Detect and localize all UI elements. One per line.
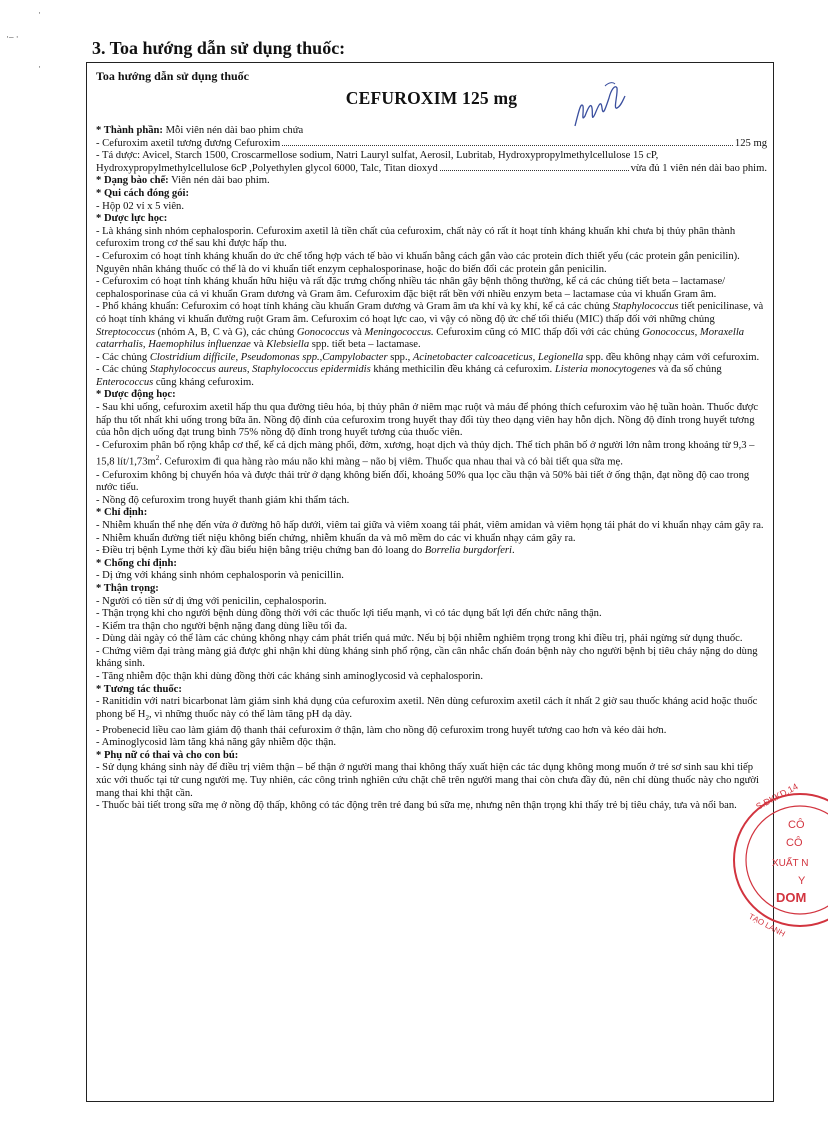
- svg-text:S.ĐKKD.14: S.ĐKKD.14: [754, 781, 800, 812]
- dosage-form-text: Viên nén dài bao phim.: [168, 175, 270, 187]
- pharmacokinetics-paragraph: - Nồng độ cefuroxim trong huyết thanh giảm khi thẩm tách.: [96, 494, 350, 506]
- pharmacodynamics-paragraph: - Cefuroxim có hoạt tính kháng khuẩn do ức chế tổng hợp vách tế bào vi khuẩn bằng cách gắn vào các protein đích thiết yếu (các protein gắn penicilin). Nguyên nhân kháng thuốc có thể là do vi khuẩn tiết enzym cephalosporinase, hoặc do biến đổi các protein gắn penicilin.: [96, 250, 740, 275]
- interactions-paragraph: - Probenecid liều cao làm giảm độ thanh thải cefuroxim ở thận, làm cho nồng độ cefuroxim trong huyết tương cao hơn và kéo dài hơn.: [96, 724, 667, 736]
- active-ingredient-line: - Cefuroxim axetil tương đương Cefuroxim 125 mg: [96, 137, 767, 149]
- signature-image: [571, 80, 627, 132]
- pharmacodynamics-paragraph: - Các chủng Clostridium difficile, Pseudomonas spp.,Campylobacter spp., Acinetobacter calcoaceticus, Legionella spp. đều không nhạy cảm với cefuroxim.: [96, 351, 760, 363]
- precautions-paragraph: - Thận trọng khi cho người bệnh dùng đồng thời với các thuốc lợi tiểu mạnh, vì có tác dụng bất lợi đến chức năng thận.: [96, 608, 602, 620]
- dosage-form-title: * Dạng bào chế:: [96, 175, 169, 187]
- composition-intro: Mỗi viên nén dài bao phim chứa: [162, 125, 304, 136]
- svg-text:Y: Y: [798, 875, 806, 887]
- packaging-text: - Hộp 02 vỉ x 5 viên.: [96, 200, 184, 212]
- precautions-paragraph: - Dùng dài ngày có thể làm các chủng không nhạy cảm phát triển quá mức. Nếu bị bội nhiễm nghiêm trọng trong khi điều trị, phải ngừng sử dụng thuốc.: [96, 633, 743, 645]
- section-heading: 3. Toa hướng dẫn sử dụng thuốc:: [92, 38, 346, 58]
- pharmacodynamics-paragraph: - Cefuroxim có hoạt tính kháng khuẩn hữu hiệu và rất đặc trưng chống nhiều tác nhân gây bệnh thông thường, kể cả các chủng tiết beta – lactamase/ cephalosporinase của cả vi khuẩn Gram dương và Gram âm. Cefuroxim đặc biệt rất bền với nhiều enzym beta – lactamase của vi khuẩn Gram âm.: [96, 276, 726, 300]
- company-stamp: [728, 781, 828, 939]
- pharmacodynamics-paragraph: - Các chủng Staphylococcus aureus, Staphylococcus epidermidis kháng methicilin đều kháng cả cefuroxim. Listeria monocytogenes và đa số chủng Enterococcus cũng kháng cefuroxim.: [96, 364, 722, 388]
- interactions-paragraph: - Aminoglycosid làm tăng khả năng gây nhiễm độc thận.: [96, 737, 337, 749]
- pharmacokinetics-paragraph: - Cefuroxim phân bố rộng khắp cơ thể, kể cả dịch màng phổi, đờm, xương, hoạt dịch và thủy dịch. Thể tích phân bố ở người lớn nằm trong khoảng từ 9,3 – 15,8 lít/$1,73m^2$. Cefuroxim đi qua hàng rào máu não khi màng – não bị viêm. Thuốc qua nhau thai và có bài tiết qua sữa mẹ.: [96, 439, 755, 468]
- scan-mark: ·: [38, 62, 41, 72]
- scan-mark: ·: [38, 8, 41, 18]
- scan-mark: ·– ·: [6, 32, 19, 42]
- pharmacokinetics-paragraph: - Cefuroxim không bị chuyển hóa và được thải trừ ở dạng không biến đổi, khoảng 50% qua lọc cầu thận và 50% bài tiết ở ống thận, đạt nồng độ cao trong nước tiểu.: [96, 469, 750, 494]
- svg-text:DOM: DOM: [776, 890, 807, 905]
- svg-text:TẠO LANH: TẠO LANH: [747, 911, 787, 939]
- pharmacodynamics-title: * Dược lực học:: [96, 213, 168, 225]
- composition-title: * Thành phần:: [96, 125, 163, 136]
- leaflet-box: [86, 62, 774, 1102]
- indications-paragraph: - Điều trị bệnh Lyme thời kỳ đầu biểu hiện bằng triệu chứng ban đỏ loang do Borrelia burgdorferi.: [96, 545, 515, 557]
- packaging-title: * Qui cách đóng gói:: [96, 187, 190, 199]
- drug-title: CEFUROXIM 125 mg: [345, 88, 518, 108]
- svg-text:CÔ: CÔ: [788, 819, 805, 831]
- indications-paragraph: - Nhiễm khuẩn đường tiết niệu không biến chứng, nhiễm khuẩn da và mô mềm do các vi khuẩn nhạy cảm gây ra.: [96, 532, 576, 544]
- leaflet-label: Toa hướng dẫn sử dụng thuốc: [96, 69, 250, 83]
- pregnancy-paragraph: - Thuốc bài tiết trong sữa mẹ ở nồng độ thấp, không có tác động trên trẻ đang bú sữa mẹ, nhưng nên thận trọng khi thấy trẻ bị tiêu chảy, tưa và nổi ban.: [96, 800, 737, 812]
- indications-title: * Chỉ định:: [96, 507, 148, 519]
- svg-text:CÔ: CÔ: [786, 837, 803, 849]
- contraindications-paragraph: - Dị ứng với kháng sinh nhóm cephalosporin và penicillin.: [96, 570, 344, 582]
- pharmacokinetics-paragraph: - Sau khi uống, cefuroxim axetil hấp thu qua đường tiêu hóa, bị thủy phân ở niêm mạc ruột và máu để phóng thích cefuroxim vào hệ tuần hoàn. Thuốc được hấp thu tốt nhất khi uống trong bữa ăn. Nồng độ đỉnh của cefuroxim trong huyết thay đổi tùy theo dạng viên hay hỗn dịch. Nồng độ đỉnh trong huyết tương của hỗn dịch uống đạt trung bình 75% nồng độ đỉnh trong huyết tương của thuốc viên.: [96, 402, 759, 439]
- pharmacodynamics-paragraph: - Là kháng sinh nhóm cephalosporin. Cefuroxim axetil là tiền chất của cefuroxim, chất này có rất ít hoạt tính kháng khuẩn khi chưa bị thủy phân thành cefuroxim trong cơ thể sau khi được hấp thu.: [96, 225, 736, 250]
- excipient-line: Hydroxypropylmethylcellulose 6cP ,Polyethylen glycol 6000, Talc, Titan dioxyd vừa đủ 1 viên nén dài bao phim.: [96, 162, 767, 174]
- precautions-title: * Thận trọng:: [96, 582, 159, 594]
- excipient-line: - Tá dược: Avicel, Starch 1500, Croscarmellose sodium, Natri Lauryl sulfat, Aerosil, Lubritab, Hydroxypropylmethylcellulose 15 cP,: [96, 150, 659, 162]
- pregnancy-paragraph: - Sử dụng kháng sinh này để điều trị viêm thận – bể thận ở người mang thai không thấy xuất hiện các tác dụng không mong muốn ở trẻ sơ sinh sau khi tiếp xúc với thuốc tại tử cung người mẹ. Tuy nhiên, các công trình nghiên cứu chặt chẽ trên người mang thai còn chưa đầy đủ, nên chỉ dùng thuốc này cho người mang thai khi thật cần.: [96, 762, 759, 799]
- leaflet-content: [96, 125, 767, 813]
- precautions-paragraph: - Tăng nhiễm độc thận khi dùng đồng thời các kháng sinh aminoglycosid và cephalosporin.: [96, 671, 483, 683]
- indications-paragraph: - Nhiễm khuẩn thể nhẹ đến vừa ở đường hô hấp dưới, viêm tai giữa và viêm xoang tái phát, viêm amidan và viêm họng tái phát do vi khuẩn nhạy cảm gây ra.: [96, 519, 764, 531]
- precautions-paragraph: - Chứng viêm đại tràng màng giả được ghi nhận khi dùng kháng sinh phổ rộng, cần cân nhắc chẩn đoán bệnh này cho người bệnh bị tiêu chảy nặng do dùng kháng sinh.: [96, 645, 758, 670]
- precautions-paragraph: - Người có tiền sử dị ứng với penicilin, cephalosporin.: [96, 595, 327, 607]
- pharmacodynamics-paragraph: - Phổ kháng khuẩn: Cefuroxim có hoạt tính kháng cầu khuẩn Gram dương và Gram âm ưa khí và kỵ khí, kể cả các chủng Staphylococcus tiết penicilinase, và có hoạt tính kháng vi khuẩn đường ruột Gram âm. Cefuroxim có hoạt lực cao, vì vậy có nồng độ ức chế tối thiểu (MIC) thấp đối với những chủng Streptococcus (nhóm A, B, C và G), các chủng Gonococcus và Meningococcus. Cefuroxim cũng có MIC thấp đối với các chủng Gonococcus, Moraxella catarrhalis, Haemophilus influenzae và Klebsiella spp. tiết beta – lactamase.: [96, 301, 764, 351]
- interactions-paragraph: - Ranitidin với natri bicarbonat làm giảm sinh khả dụng của cefuroxim axetil. Nên dùng cefuroxim axetil cách ít nhất 2 giờ sau thuốc kháng acid hoặc thuốc phong bế $H_2$, vì những thuốc này có thể làm tăng pH dạ dày.: [96, 696, 758, 722]
- pharmacokinetics-title: * Dược động học:: [96, 389, 176, 401]
- interactions-title: * Tương tác thuốc:: [96, 683, 182, 695]
- pregnancy-title: * Phụ nữ có thai và cho con bú:: [96, 749, 239, 761]
- precautions-paragraph: - Kiểm tra thận cho người bệnh nặng đang dùng liều tối đa.: [96, 620, 348, 632]
- contraindications-title: * Chống chỉ định:: [96, 557, 177, 569]
- svg-text:XUẤT N: XUẤT N: [772, 858, 809, 869]
